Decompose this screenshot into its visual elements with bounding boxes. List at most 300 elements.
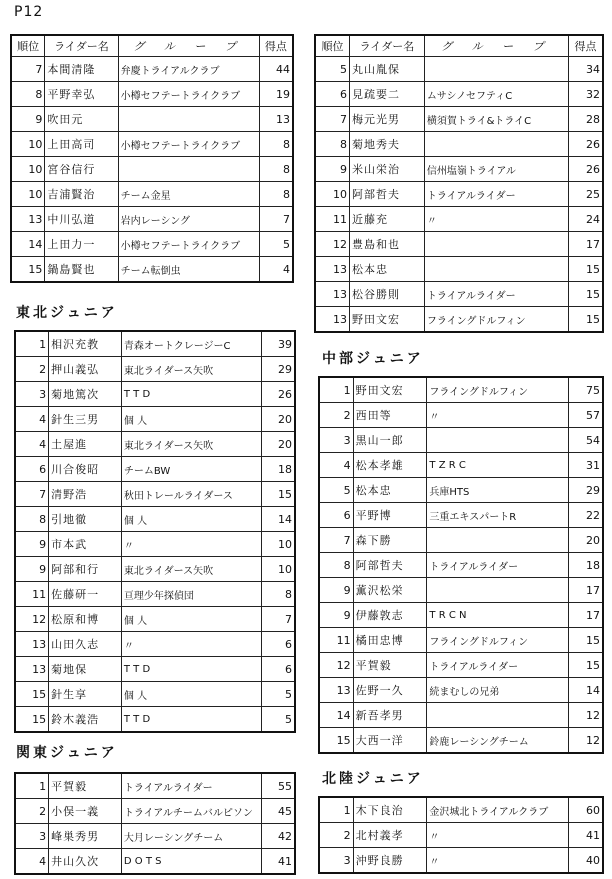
group-cell: 小樽セフテートライクラブ bbox=[118, 82, 259, 107]
table-row bbox=[315, 57, 603, 82]
table-row bbox=[315, 282, 603, 307]
table-row bbox=[319, 403, 603, 428]
rank-cell: 2 bbox=[319, 403, 353, 428]
group-cell: フライングドルフィン bbox=[427, 377, 569, 403]
table-row bbox=[15, 382, 295, 407]
rider-name-cell: 米山栄治 bbox=[350, 157, 425, 182]
rank-cell: 4 bbox=[15, 432, 49, 457]
points-cell: 18 bbox=[261, 457, 295, 482]
table-row bbox=[11, 157, 293, 182]
group-cell: 横須賀トライ&トライC bbox=[424, 107, 568, 132]
table-row bbox=[15, 707, 295, 733]
group-cell: チーム金星 bbox=[118, 182, 259, 207]
points-cell: 15 bbox=[568, 257, 603, 282]
rider-name-cell: 井山久次 bbox=[49, 849, 122, 875]
rank-cell: 14 bbox=[319, 703, 353, 728]
table-row bbox=[319, 578, 603, 603]
rank-cell: 12 bbox=[315, 232, 350, 257]
group-cell bbox=[118, 107, 259, 132]
rank-cell: 2 bbox=[15, 357, 49, 382]
group-cell: 鈴鹿レーシングチーム bbox=[427, 728, 569, 754]
group-cell bbox=[427, 528, 569, 553]
rank-cell: 9 bbox=[15, 532, 49, 557]
rank-cell: 15 bbox=[15, 707, 49, 733]
points-cell: 15 bbox=[568, 307, 603, 333]
points-cell: 17 bbox=[569, 578, 603, 603]
rider-name-cell: 橘田忠博 bbox=[353, 628, 427, 653]
table-row bbox=[319, 453, 603, 478]
rider-name-cell: 佐藤研一 bbox=[49, 582, 122, 607]
group-cell: 東北ライダース矢吹 bbox=[121, 557, 261, 582]
rider-name-cell: 松谷勝則 bbox=[350, 282, 425, 307]
points-cell: 12 bbox=[569, 703, 603, 728]
rider-name-cell: 阿部和行 bbox=[49, 557, 122, 582]
points-cell: 60 bbox=[569, 797, 603, 823]
table-row bbox=[15, 607, 295, 632]
rider-name-cell: 西田等 bbox=[353, 403, 427, 428]
table-row bbox=[15, 773, 295, 799]
rider-name-cell: 大西一洋 bbox=[353, 728, 427, 754]
points-cell: 6 bbox=[261, 657, 295, 682]
group-cell: 〃 bbox=[424, 207, 568, 232]
group-cell: 個 人 bbox=[121, 682, 261, 707]
points-cell: 15 bbox=[261, 482, 295, 507]
ranking-table-hokuriku bbox=[318, 796, 604, 874]
table-row bbox=[15, 407, 295, 432]
rider-name-cell: 菊地篤次 bbox=[49, 382, 122, 407]
rider-name-cell: 中川弘道 bbox=[45, 207, 118, 232]
rank-cell: 14 bbox=[11, 232, 45, 257]
points-cell: 19 bbox=[259, 82, 293, 107]
rider-name-cell: 吉浦賢治 bbox=[45, 182, 118, 207]
table-row bbox=[11, 182, 293, 207]
rank-cell: 6 bbox=[15, 457, 49, 482]
group-header: グ ル ー プ bbox=[118, 35, 259, 57]
table-row bbox=[11, 82, 293, 107]
rider-name-cell: 平賀毅 bbox=[353, 653, 427, 678]
rank-cell: 11 bbox=[319, 628, 353, 653]
section-title-chubu: 中部ジュニア bbox=[322, 351, 424, 367]
group-cell: T T D bbox=[121, 382, 261, 407]
group-cell: トライアルチームバルピソン bbox=[121, 799, 261, 824]
group-cell: 小樽セフテートライクラブ bbox=[118, 232, 259, 257]
points-cell: 5 bbox=[259, 232, 293, 257]
group-cell bbox=[424, 232, 568, 257]
table-row bbox=[15, 457, 295, 482]
rider-name-cell: 土屋進 bbox=[49, 432, 122, 457]
points-cell: 29 bbox=[569, 478, 603, 503]
group-cell bbox=[427, 703, 569, 728]
rider-name-cell: 松本忠 bbox=[353, 478, 427, 503]
table-row bbox=[11, 132, 293, 157]
table-row bbox=[11, 57, 293, 82]
rank-cell: 12 bbox=[15, 607, 49, 632]
group-cell: 信州塩嶺トライアル bbox=[424, 157, 568, 182]
rider-name-cell: 野田文宏 bbox=[350, 307, 425, 333]
table-row bbox=[15, 657, 295, 682]
rank-cell: 8 bbox=[319, 553, 353, 578]
table-row bbox=[15, 532, 295, 557]
points-cell: 40 bbox=[569, 848, 603, 874]
points-cell: 6 bbox=[261, 632, 295, 657]
table-row bbox=[319, 377, 603, 403]
points-cell: 15 bbox=[569, 628, 603, 653]
rider-name-cell: 梅元光男 bbox=[350, 107, 425, 132]
group-cell: 小樽セフテートライクラブ bbox=[118, 132, 259, 157]
table-row bbox=[315, 207, 603, 232]
points-cell: 41 bbox=[261, 849, 295, 875]
rank-cell: 9 bbox=[319, 603, 353, 628]
table-row bbox=[315, 232, 603, 257]
rank-cell: 2 bbox=[319, 823, 353, 848]
points-cell: 45 bbox=[261, 799, 295, 824]
group-cell: 亘理少年探偵団 bbox=[121, 582, 261, 607]
table-row bbox=[15, 799, 295, 824]
header-row bbox=[11, 35, 293, 57]
rider-name-cell: 沖野良勝 bbox=[353, 848, 427, 874]
table-row bbox=[319, 603, 603, 628]
rider-name-cell: 森下勝 bbox=[353, 528, 427, 553]
points-cell: 5 bbox=[261, 707, 295, 733]
points-cell: 41 bbox=[569, 823, 603, 848]
group-cell: 青森オートクレージーC bbox=[121, 331, 261, 357]
rider-name-cell: 松本忠 bbox=[350, 257, 425, 282]
rank-cell: 11 bbox=[315, 207, 350, 232]
rank-cell: 5 bbox=[315, 57, 350, 82]
group-cell: 続まむしの兄弟 bbox=[427, 678, 569, 703]
table-row bbox=[315, 107, 603, 132]
rider-name-cell: 野田文宏 bbox=[353, 377, 427, 403]
points-cell: 57 bbox=[569, 403, 603, 428]
group-cell: 個 人 bbox=[121, 407, 261, 432]
rank-cell: 13 bbox=[315, 257, 350, 282]
rank-cell: 15 bbox=[15, 682, 49, 707]
rank-cell: 10 bbox=[315, 182, 350, 207]
rank-cell: 7 bbox=[319, 528, 353, 553]
table-row bbox=[15, 331, 295, 357]
points-cell: 54 bbox=[569, 428, 603, 453]
rider-name-cell: 吹田元 bbox=[45, 107, 118, 132]
rank-cell: 1 bbox=[15, 773, 49, 799]
ranking-table-chubu bbox=[318, 376, 604, 754]
group-cell: チームBW bbox=[121, 457, 261, 482]
rank-cell: 3 bbox=[319, 848, 353, 874]
rank-cell: 2 bbox=[15, 799, 49, 824]
table-row bbox=[319, 553, 603, 578]
group-cell: T T D bbox=[121, 657, 261, 682]
rider-header: ライダー名 bbox=[45, 35, 118, 57]
rank-cell: 9 bbox=[319, 578, 353, 603]
points-cell: 22 bbox=[569, 503, 603, 528]
points-cell: 15 bbox=[568, 282, 603, 307]
rank-cell: 10 bbox=[11, 182, 45, 207]
rider-name-cell: 菊地秀夫 bbox=[350, 132, 425, 157]
table-row bbox=[15, 482, 295, 507]
group-cell bbox=[427, 578, 569, 603]
ranking-table-top-right bbox=[314, 34, 604, 333]
table-row bbox=[15, 432, 295, 457]
table-row bbox=[15, 507, 295, 532]
rider-name-cell: 押山義弘 bbox=[49, 357, 122, 382]
table-row bbox=[315, 157, 603, 182]
group-cell: トライアルライダー bbox=[424, 282, 568, 307]
table-row bbox=[11, 257, 293, 283]
rank-cell: 12 bbox=[319, 653, 353, 678]
rider-name-cell: 阿部哲夫 bbox=[353, 553, 427, 578]
rank-cell: 4 bbox=[15, 849, 49, 875]
rider-name-cell: 平野博 bbox=[353, 503, 427, 528]
points-cell: 13 bbox=[259, 107, 293, 132]
section-title-tohoku: 東北ジュニア bbox=[16, 305, 118, 321]
rank-cell: 9 bbox=[315, 157, 350, 182]
points-cell: 17 bbox=[568, 232, 603, 257]
points-cell: 32 bbox=[568, 82, 603, 107]
rank-cell: 7 bbox=[11, 57, 45, 82]
points-cell: 8 bbox=[261, 582, 295, 607]
group-cell bbox=[424, 57, 568, 82]
group-cell bbox=[424, 257, 568, 282]
points-cell: 29 bbox=[261, 357, 295, 382]
group-cell: 個 人 bbox=[121, 607, 261, 632]
rider-name-cell: 近藤充 bbox=[350, 207, 425, 232]
table-row bbox=[319, 528, 603, 553]
section-title-hokuriku: 北陸ジュニア bbox=[322, 771, 424, 787]
group-cell: チーム転倒虫 bbox=[118, 257, 259, 283]
rider-name-cell: 峰巣秀男 bbox=[49, 824, 122, 849]
rank-cell: 4 bbox=[15, 407, 49, 432]
rider-header: ライダー名 bbox=[350, 35, 425, 57]
points-cell: 31 bbox=[569, 453, 603, 478]
rider-name-cell: 平賀毅 bbox=[49, 773, 122, 799]
rank-cell: 1 bbox=[319, 797, 353, 823]
points-cell: 26 bbox=[568, 132, 603, 157]
table-row bbox=[15, 357, 295, 382]
group-cell: 金沢城北トライアルクラブ bbox=[427, 797, 569, 823]
table-row bbox=[319, 428, 603, 453]
points-cell: 12 bbox=[569, 728, 603, 754]
group-cell: トライアルライダー bbox=[121, 773, 261, 799]
points-cell: 26 bbox=[568, 157, 603, 182]
rider-name-cell: 豊島和也 bbox=[350, 232, 425, 257]
ranking-table-tohoku bbox=[14, 330, 296, 733]
group-cell: T R C N bbox=[427, 603, 569, 628]
rider-name-cell: 川合俊昭 bbox=[49, 457, 122, 482]
rank-cell: 8 bbox=[315, 132, 350, 157]
table-row bbox=[315, 182, 603, 207]
points-cell: 18 bbox=[569, 553, 603, 578]
table-row bbox=[315, 132, 603, 157]
rank-cell: 11 bbox=[15, 582, 49, 607]
rider-name-cell: 小俣一義 bbox=[49, 799, 122, 824]
group-cell bbox=[427, 428, 569, 453]
group-cell: フライングドルフィン bbox=[424, 307, 568, 333]
rank-cell: 10 bbox=[11, 132, 45, 157]
group-cell: トライアルライダー bbox=[424, 182, 568, 207]
rider-name-cell: 木下良治 bbox=[353, 797, 427, 823]
group-cell: 東北ライダース矢吹 bbox=[121, 432, 261, 457]
points-cell: 25 bbox=[568, 182, 603, 207]
group-cell: 秋田トレールライダース bbox=[121, 482, 261, 507]
points-cell: 55 bbox=[261, 773, 295, 799]
points-cell: 26 bbox=[261, 382, 295, 407]
rider-name-cell: 松原和博 bbox=[49, 607, 122, 632]
group-cell: 弁慶トライアルクラブ bbox=[118, 57, 259, 82]
rank-cell: 6 bbox=[319, 503, 353, 528]
points-cell: 20 bbox=[569, 528, 603, 553]
group-header: グ ル ー プ bbox=[424, 35, 568, 57]
table-row bbox=[15, 824, 295, 849]
rank-header: 順位 bbox=[315, 35, 350, 57]
rider-name-cell: 新吾孝男 bbox=[353, 703, 427, 728]
rider-name-cell: 松本孝雄 bbox=[353, 453, 427, 478]
rank-cell: 10 bbox=[11, 157, 45, 182]
rank-cell: 3 bbox=[319, 428, 353, 453]
points-cell: 7 bbox=[261, 607, 295, 632]
group-cell: 〃 bbox=[427, 823, 569, 848]
rider-name-cell: 見疏要二 bbox=[350, 82, 425, 107]
rider-name-cell: 引地徹 bbox=[49, 507, 122, 532]
rider-name-cell: 山田久志 bbox=[49, 632, 122, 657]
rider-name-cell: 伊藤敦志 bbox=[353, 603, 427, 628]
rank-cell: 13 bbox=[15, 632, 49, 657]
table-row bbox=[319, 703, 603, 728]
table-row bbox=[319, 728, 603, 754]
ranking-table-top-left bbox=[10, 34, 294, 283]
table-row bbox=[15, 632, 295, 657]
rank-cell: 13 bbox=[11, 207, 45, 232]
table-row bbox=[319, 797, 603, 823]
points-cell: 14 bbox=[569, 678, 603, 703]
group-cell: 〃 bbox=[427, 403, 569, 428]
rank-cell: 8 bbox=[11, 82, 45, 107]
rank-cell: 13 bbox=[315, 282, 350, 307]
rank-cell: 8 bbox=[15, 507, 49, 532]
group-cell bbox=[424, 132, 568, 157]
rank-cell: 1 bbox=[15, 331, 49, 357]
group-cell: T Z R C bbox=[427, 453, 569, 478]
rider-name-cell: 丸山胤保 bbox=[350, 57, 425, 82]
table-row bbox=[15, 849, 295, 875]
points-cell: 20 bbox=[261, 432, 295, 457]
rider-name-cell: 薫沢松栄 bbox=[353, 578, 427, 603]
points-cell: 28 bbox=[568, 107, 603, 132]
table-row bbox=[315, 307, 603, 333]
table-row bbox=[319, 848, 603, 874]
table-row bbox=[11, 107, 293, 132]
points-cell: 5 bbox=[261, 682, 295, 707]
rank-cell: 6 bbox=[315, 82, 350, 107]
group-cell: フライングドルフィン bbox=[427, 628, 569, 653]
group-cell: 大月レーシングチーム bbox=[121, 824, 261, 849]
table-row bbox=[15, 557, 295, 582]
rank-cell: 5 bbox=[319, 478, 353, 503]
points-cell: 15 bbox=[569, 653, 603, 678]
rank-cell: 7 bbox=[315, 107, 350, 132]
rider-name-cell: 菊地保 bbox=[49, 657, 122, 682]
rank-cell: 13 bbox=[319, 678, 353, 703]
table-row bbox=[15, 682, 295, 707]
points-cell: 42 bbox=[261, 824, 295, 849]
group-cell: 三重エキスパートR bbox=[427, 503, 569, 528]
group-cell: 兵庫HTS bbox=[427, 478, 569, 503]
ranking-table-kanto bbox=[14, 772, 296, 875]
rider-name-cell: 黒山一郎 bbox=[353, 428, 427, 453]
group-cell bbox=[118, 157, 259, 182]
table-row bbox=[11, 232, 293, 257]
rank-header: 順位 bbox=[11, 35, 45, 57]
points-cell: 8 bbox=[259, 157, 293, 182]
rider-name-cell: 針生享 bbox=[49, 682, 122, 707]
table-row bbox=[15, 582, 295, 607]
table-row bbox=[319, 628, 603, 653]
points-cell: 24 bbox=[568, 207, 603, 232]
table-row bbox=[319, 678, 603, 703]
rider-name-cell: 宮谷信行 bbox=[45, 157, 118, 182]
group-cell: D O T S bbox=[121, 849, 261, 875]
rank-cell: 15 bbox=[11, 257, 45, 283]
rider-name-cell: 上田力一 bbox=[45, 232, 118, 257]
points-cell: 4 bbox=[259, 257, 293, 283]
points-cell: 8 bbox=[259, 132, 293, 157]
rank-cell: 7 bbox=[15, 482, 49, 507]
rank-cell: 15 bbox=[319, 728, 353, 754]
group-cell: ムサシノセフティC bbox=[424, 82, 568, 107]
rider-name-cell: 市本武 bbox=[49, 532, 122, 557]
group-cell: トライアルライダー bbox=[427, 653, 569, 678]
section-title-kanto: 関東ジュニア bbox=[16, 745, 118, 761]
group-cell: トライアルライダー bbox=[427, 553, 569, 578]
group-cell: 〃 bbox=[121, 532, 261, 557]
points-cell: 39 bbox=[261, 331, 295, 357]
rider-name-cell: 相沢充教 bbox=[49, 331, 122, 357]
points-header: 得点 bbox=[568, 35, 603, 57]
group-cell: T T D bbox=[121, 707, 261, 733]
points-cell: 20 bbox=[261, 407, 295, 432]
rider-name-cell: 阿部哲夫 bbox=[350, 182, 425, 207]
points-header: 得点 bbox=[259, 35, 293, 57]
rider-name-cell: 鍋島賢也 bbox=[45, 257, 118, 283]
group-cell: 〃 bbox=[121, 632, 261, 657]
rider-name-cell: 清野浩 bbox=[49, 482, 122, 507]
rank-cell: 1 bbox=[319, 377, 353, 403]
table-row bbox=[319, 478, 603, 503]
points-cell: 10 bbox=[261, 557, 295, 582]
points-cell: 34 bbox=[568, 57, 603, 82]
rider-name-cell: 北村義孝 bbox=[353, 823, 427, 848]
rank-cell: 3 bbox=[15, 382, 49, 407]
header-row bbox=[315, 35, 603, 57]
rank-cell: 13 bbox=[15, 657, 49, 682]
table-row bbox=[315, 257, 603, 282]
table-row bbox=[11, 207, 293, 232]
rider-name-cell: 佐野一久 bbox=[353, 678, 427, 703]
points-cell: 7 bbox=[259, 207, 293, 232]
rider-name-cell: 平野幸弘 bbox=[45, 82, 118, 107]
points-cell: 10 bbox=[261, 532, 295, 557]
points-cell: 44 bbox=[259, 57, 293, 82]
rank-cell: 4 bbox=[319, 453, 353, 478]
rank-cell: 9 bbox=[15, 557, 49, 582]
rider-name-cell: 本間清隆 bbox=[45, 57, 118, 82]
group-cell: 岩内レーシング bbox=[118, 207, 259, 232]
points-cell: 17 bbox=[569, 603, 603, 628]
rank-cell: 3 bbox=[15, 824, 49, 849]
group-cell: 個 人 bbox=[121, 507, 261, 532]
rank-cell: 13 bbox=[315, 307, 350, 333]
table-row bbox=[319, 823, 603, 848]
group-cell: 〃 bbox=[427, 848, 569, 874]
table-row bbox=[319, 653, 603, 678]
